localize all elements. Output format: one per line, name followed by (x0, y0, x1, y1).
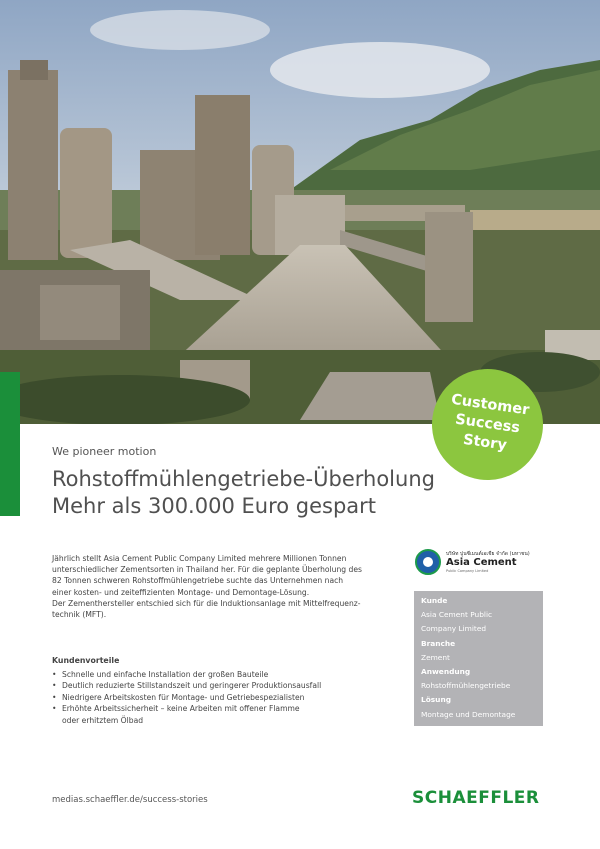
intro-line: Jährlich stellt Asia Cement Public Company Limited mehrere Millionen Tonnen (52, 554, 347, 563)
benefits-list (52, 669, 392, 715)
intro-line: Der Zementhersteller entschied sich für die Induktionsanlage mit Mittelfrequenz- (52, 598, 361, 608)
asia-cement-logo (415, 548, 543, 576)
info-value: Asia Cement Public (421, 610, 493, 620)
info-value: Rohstoffmühlengetriebe (421, 681, 511, 691)
title-line-2: Mehr als 300.000 Euro gespart (52, 494, 377, 518)
badge-line-2: Success (454, 411, 521, 437)
info-value: Zement (421, 652, 450, 662)
intro-paragraph (52, 553, 382, 620)
info-label-loesung: Lösung (421, 695, 451, 705)
intro-line: technik (MFT). (52, 610, 107, 620)
hero-photo-cement-plant (0, 0, 600, 424)
info-label-branche: Branche (421, 638, 456, 648)
benefits-heading: Kundenvorteile (52, 656, 120, 665)
logo-subtitle: Public Company Limited (446, 569, 489, 573)
list-item: • Deutlich reduzierte Stillstandszeit und geringerer Produktionsausfall (52, 680, 392, 692)
intro-line: einer kosten- und zeiteffizienten Montage- und Demontage-Lösung. (52, 587, 310, 597)
title-line-1: Rohstoffmühlengetriebe-Überholung (52, 467, 435, 491)
accent-bar (0, 372, 20, 516)
intro-line: 82 Tonnen schweren Rohstoffmühlengetriebe suchte das Unternehmen nach (52, 576, 344, 586)
logo-thai-text: บริษัท ปูนซีเมนต์เอเชีย จำกัด (มหาชน) (446, 551, 530, 557)
list-item-continuation: oder erhitztem Ölbad (62, 715, 144, 725)
list-item: • Niedrigere Arbeitskosten für Montage- und Getriebespezialisten (52, 692, 392, 704)
customer-benefits (52, 655, 392, 727)
badge-line-3: Story (462, 431, 508, 454)
info-label-anwendung: Anwendung (421, 667, 471, 677)
project-info-box (414, 591, 543, 726)
tagline: We pioneer motion (52, 445, 157, 458)
logo-name: Asia Cement (446, 557, 517, 568)
badge-line-1: Customer (450, 391, 531, 419)
info-value: Company Limited (421, 624, 487, 634)
intro-line: unterschiedlicher Zementsorten in Thailand her. Für die geplante Überholung des (52, 565, 362, 575)
footer-url-link[interactable]: medias.schaeffler.de/success-stories (52, 795, 208, 805)
list-item: • Erhöhte Arbeitssicherheit – keine Arbeiten mit offener Flamme (52, 703, 392, 715)
schaeffler-logo: SCHAEFFLER (412, 788, 540, 808)
list-item: • Schnelle und einfache Installation der großen Bauteile (52, 669, 392, 681)
info-value: Montage und Demontage (421, 709, 516, 719)
page-title (52, 466, 435, 520)
info-label-kunde: Kunde (421, 596, 448, 605)
asia-cement-emblem-icon (415, 549, 441, 575)
